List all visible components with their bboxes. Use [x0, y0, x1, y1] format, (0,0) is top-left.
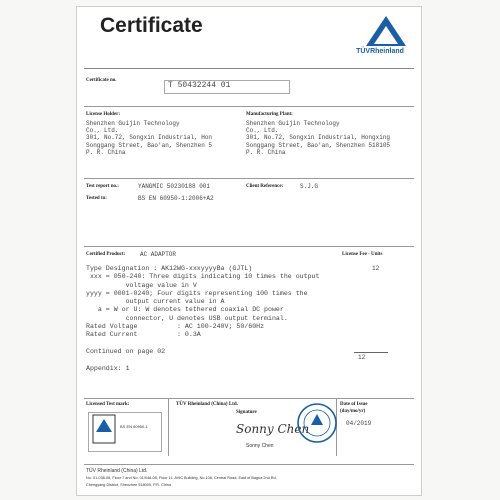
certificate-title: Certificate — [100, 14, 203, 37]
divider — [84, 106, 414, 107]
official-seal-icon — [296, 402, 338, 444]
test-mark-code: BS EN 60950-1 — [120, 424, 148, 429]
test-report-no: YANGMIC 50230188 001 — [138, 183, 211, 190]
divider — [84, 68, 414, 69]
fee-units: 12 — [372, 265, 380, 272]
tuv-mark-icon — [92, 414, 116, 444]
test-report-label: Test report no.: — [86, 184, 119, 189]
license-fee-label: License Fee - Units — [342, 252, 383, 257]
signature-label: Signature — [236, 410, 257, 415]
divider — [84, 178, 414, 179]
license-holder-label: License Holder: — [86, 112, 121, 117]
footer-address-2: Chengyang District, Shenzhen 518000, P.R. China — [86, 483, 171, 487]
date-of-issue: 04/2019 — [346, 420, 372, 427]
client-reference: S.J.G — [300, 183, 319, 190]
certificate-no: T 50432244 01 — [168, 81, 231, 90]
issuer-label: TÜV Rheinland (China) Ltd. — [176, 402, 238, 407]
divider — [84, 246, 414, 247]
footer-address: No. 01-038-08, Floor 7 and No. 01/048-08, Floor 11, AVIC Building, No.108, Central Road, East of Bagua 2nd Rd, — [86, 476, 277, 480]
tested-to-standard: BS EN 60950-1:2006+A2 — [138, 195, 214, 202]
tested-to-label: Tested to: — [86, 196, 107, 201]
signature: Sonny Chen — [236, 422, 310, 436]
signer-name: Sonny Chen — [246, 443, 274, 449]
certified-product: AC ADAPTOR — [140, 251, 177, 258]
brand-name: TÜVRheinland — [356, 48, 404, 55]
license-holder-address: Shenzhen Guijin Technology Co., Ltd. 301, No.72, Songxin Industrial, Hon Songgang Street, Bao'an, Shenzhen 5 P. R. China — [86, 120, 213, 156]
date-format: (day/mo/yr) — [340, 409, 366, 414]
manufacturing-plant-label: Manufacturing Plant: — [246, 112, 293, 117]
divider — [84, 398, 414, 399]
certified-product-label: Certified Product: — [86, 252, 126, 257]
divider — [354, 352, 388, 353]
certificate-no-label: Certificate no. — [86, 78, 117, 83]
divider — [84, 464, 414, 465]
test-mark-label: Licensed Test mark: — [86, 402, 130, 407]
manufacturing-plant-address: Shenzhen Guijin Technology Co., Ltd. 301, No.72, Songxin Industrial, Hongxing Songgang Street, Bao'an, Shenzhen 518105 P. R. China — [246, 120, 391, 156]
product-description: Type Designation : AK12WG-xxxyyyyBa (GJTL) xxx = 050-240: Three digits indicating 10 times the output voltage value in V yyyy = 0001-0240; Four digits representing 100 times the output current value in A a = W or U: W denotes tethered coaxial DC power connector, U denotes USB output terminal. Rated Voltage : AC 100-240V; 50/60Hz Rated Current : 0.3A Continued on page 02 Appendix: 1 — [86, 265, 320, 372]
divider — [168, 398, 169, 456]
footer-company: TÜV Rheinland (China) Ltd. — [86, 468, 148, 474]
client-reference-label: Client Reference: — [246, 184, 284, 189]
date-of-issue-label: Date of Issue — [340, 402, 368, 407]
fee-units-total: 12 — [358, 354, 366, 361]
